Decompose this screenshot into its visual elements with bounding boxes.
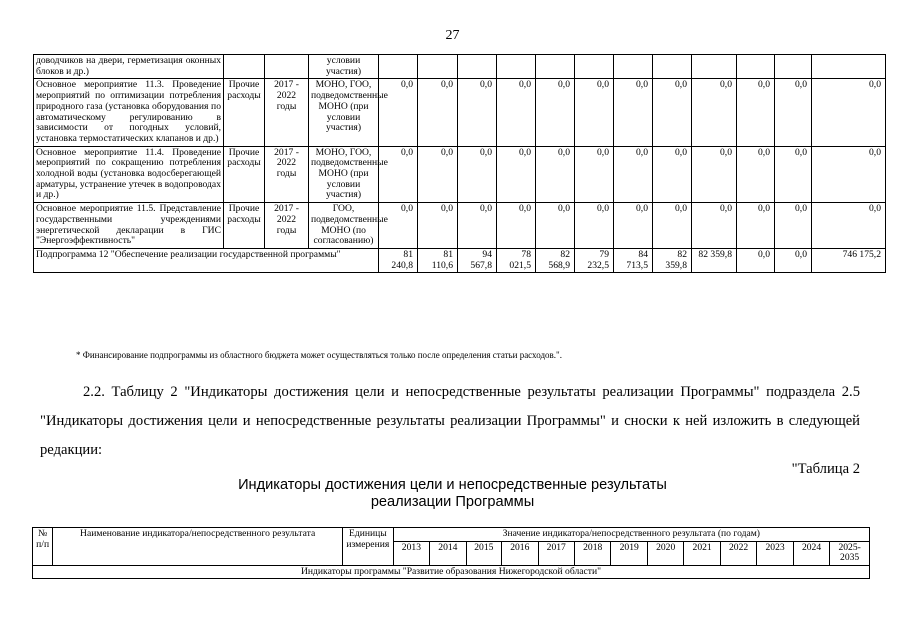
- col-name-header: Наименование индикатора/непосредственного результата: [53, 528, 343, 566]
- value-cell: 0,0: [458, 79, 497, 146]
- col-values-header: Значение индикатора/непосредственного результата (по годам): [393, 528, 869, 542]
- value-cell: 0,0: [812, 79, 886, 146]
- value-cell: 0,0: [536, 203, 575, 249]
- value-cell: 0,0: [379, 79, 418, 146]
- value-cell: 82 359,8: [692, 248, 737, 272]
- table-title-line: реализации Программы: [370, 494, 535, 510]
- year-header: 2017: [538, 541, 574, 565]
- funding-source: Прочие расходы: [224, 146, 265, 203]
- value-cell: 84 713,5: [614, 248, 653, 272]
- value-cell: 0,0: [418, 146, 458, 203]
- year-header: 2015: [466, 541, 501, 565]
- table-row: [34, 79, 886, 146]
- col-unit-header: Единицы измерения: [343, 528, 394, 566]
- value-cell: 0,0: [458, 146, 497, 203]
- executor: МОНО, ГОО, подведомственные МОНО (при условии участия): [309, 146, 379, 203]
- table-title-line: Индикаторы достижения цели и непосредственные результаты: [238, 477, 667, 493]
- value-cell: 0,0: [575, 146, 614, 203]
- year-header: 2024: [793, 541, 829, 565]
- value-cell: 0,0: [379, 203, 418, 249]
- value-cell: 0,0: [418, 203, 458, 249]
- value-cell: 0,0: [418, 79, 458, 146]
- paragraph-text: 2.2. Таблицу 2 "Индикаторы достижения цели и непосредственные результаты реализации Программы" подраздела 2.5 "Индикаторы достижения цели и непосредственные результаты реализации Программы" и сноски к ней изложить в следующей редакции:: [40, 384, 860, 458]
- table-row: [34, 146, 886, 203]
- period: 2017 - 2022 годы: [265, 203, 309, 249]
- value-cell: 0,0: [737, 146, 775, 203]
- value-cell: 0,0: [497, 146, 536, 203]
- value-cell: 0,0: [536, 146, 575, 203]
- year-header: 2023: [757, 541, 793, 565]
- year-header: 2014: [430, 541, 466, 565]
- value-cell: 0,0: [692, 203, 737, 249]
- value-cell: 81 240,8: [379, 248, 418, 272]
- period: 2017 - 2022 годы: [265, 79, 309, 146]
- page-number: 27: [445, 28, 460, 43]
- year-header: 2013: [393, 541, 429, 565]
- value-cell: 0,0: [575, 203, 614, 249]
- table-row: [34, 55, 886, 79]
- value-cell: 0,0: [497, 79, 536, 146]
- value-cell: 0,0: [614, 79, 653, 146]
- measure-name: доводчиков на двери, герметизация оконных блоков и др.): [34, 55, 224, 79]
- value-cell: 81 110,6: [418, 248, 458, 272]
- value-cell: 746 175,2: [812, 248, 886, 272]
- value-cell: 0,0: [653, 79, 692, 146]
- value-cell: 0,0: [653, 146, 692, 203]
- header-row: [33, 528, 870, 542]
- year-header: 2021: [684, 541, 720, 565]
- year-header: 2019: [611, 541, 647, 565]
- year-header: 2022: [720, 541, 756, 565]
- executor: МОНО, ГОО, подведомственные МОНО (при условии участия): [309, 79, 379, 146]
- value-cell: 0,0: [775, 248, 812, 272]
- value-cell: 0,0: [692, 79, 737, 146]
- value-cell: 0,0: [458, 203, 497, 249]
- value-cell: 0,0: [812, 146, 886, 203]
- measure-name: Основное мероприятие 11.4. Проведение мероприятий по сокращению потребления холодной воды (установка водосберегающей арматуры, устранение утечек в водопроводах и др.): [34, 146, 224, 203]
- table-title: [0, 477, 905, 511]
- table-row: [34, 203, 886, 249]
- funding-table: [33, 54, 886, 273]
- measure-name: Основное мероприятие 11.5. Представление государственными учреждениями энергетической декларации в ГИС "Энергоэффективность": [34, 203, 224, 249]
- value-cell: 0,0: [737, 79, 775, 146]
- funding-source: Прочие расходы: [224, 203, 265, 249]
- executor: условии участия): [309, 55, 379, 79]
- subprogram-total-row: [34, 248, 886, 272]
- value-cell: 0,0: [575, 79, 614, 146]
- value-cell: 0,0: [775, 79, 812, 146]
- footnote: * Финансирование подпрограммы из областного бюджета может осуществляться только после определения статьи расходов.".: [76, 350, 562, 360]
- funding-source: Прочие расходы: [224, 79, 265, 146]
- value-cell: 0,0: [737, 203, 775, 249]
- col-number-header: № п/п: [33, 528, 53, 566]
- value-cell: 79 232,5: [575, 248, 614, 272]
- value-cell: 0,0: [379, 146, 418, 203]
- year-header: 2020: [647, 541, 683, 565]
- executor: ГОО, подведомственные МОНО (по согласованию): [309, 203, 379, 249]
- value-cell: 0,0: [653, 203, 692, 249]
- value-cell: 0,0: [692, 146, 737, 203]
- value-cell: 82 359,8: [653, 248, 692, 272]
- value-cell: 0,0: [536, 79, 575, 146]
- amendment-paragraph: [40, 378, 860, 465]
- value-cell: 0,0: [737, 248, 775, 272]
- year-header: 2018: [574, 541, 610, 565]
- value-cell: 0,0: [775, 146, 812, 203]
- value-cell: 0,0: [497, 203, 536, 249]
- year-header: 2025-2035: [830, 541, 870, 565]
- value-cell: 0,0: [614, 203, 653, 249]
- period: 2017 - 2022 годы: [265, 146, 309, 203]
- year-header: 2016: [502, 541, 538, 565]
- value-cell: 82 568,9: [536, 248, 575, 272]
- subprogram-name: Подпрограмма 12 "Обеспечение реализации государственной программы": [34, 248, 379, 272]
- section-title: Индикаторы программы "Развитие образования Нижегородской области": [33, 565, 870, 579]
- table-label: "Таблица 2: [791, 461, 860, 477]
- value-cell: 0,0: [775, 203, 812, 249]
- value-cell: 94 567,8: [458, 248, 497, 272]
- value-cell: 0,0: [614, 146, 653, 203]
- value-cell: 78 021,5: [497, 248, 536, 272]
- indicators-table: [32, 527, 870, 579]
- measure-name: Основное мероприятие 11.3. Проведение мероприятий по оптимизации потребления природного газа (установка оборудования по автоматическому регулированию в зависимости от погодных условий, установка термостатических клапанов и др.): [34, 79, 224, 146]
- section-row: [33, 565, 870, 579]
- value-cell: 0,0: [812, 203, 886, 249]
